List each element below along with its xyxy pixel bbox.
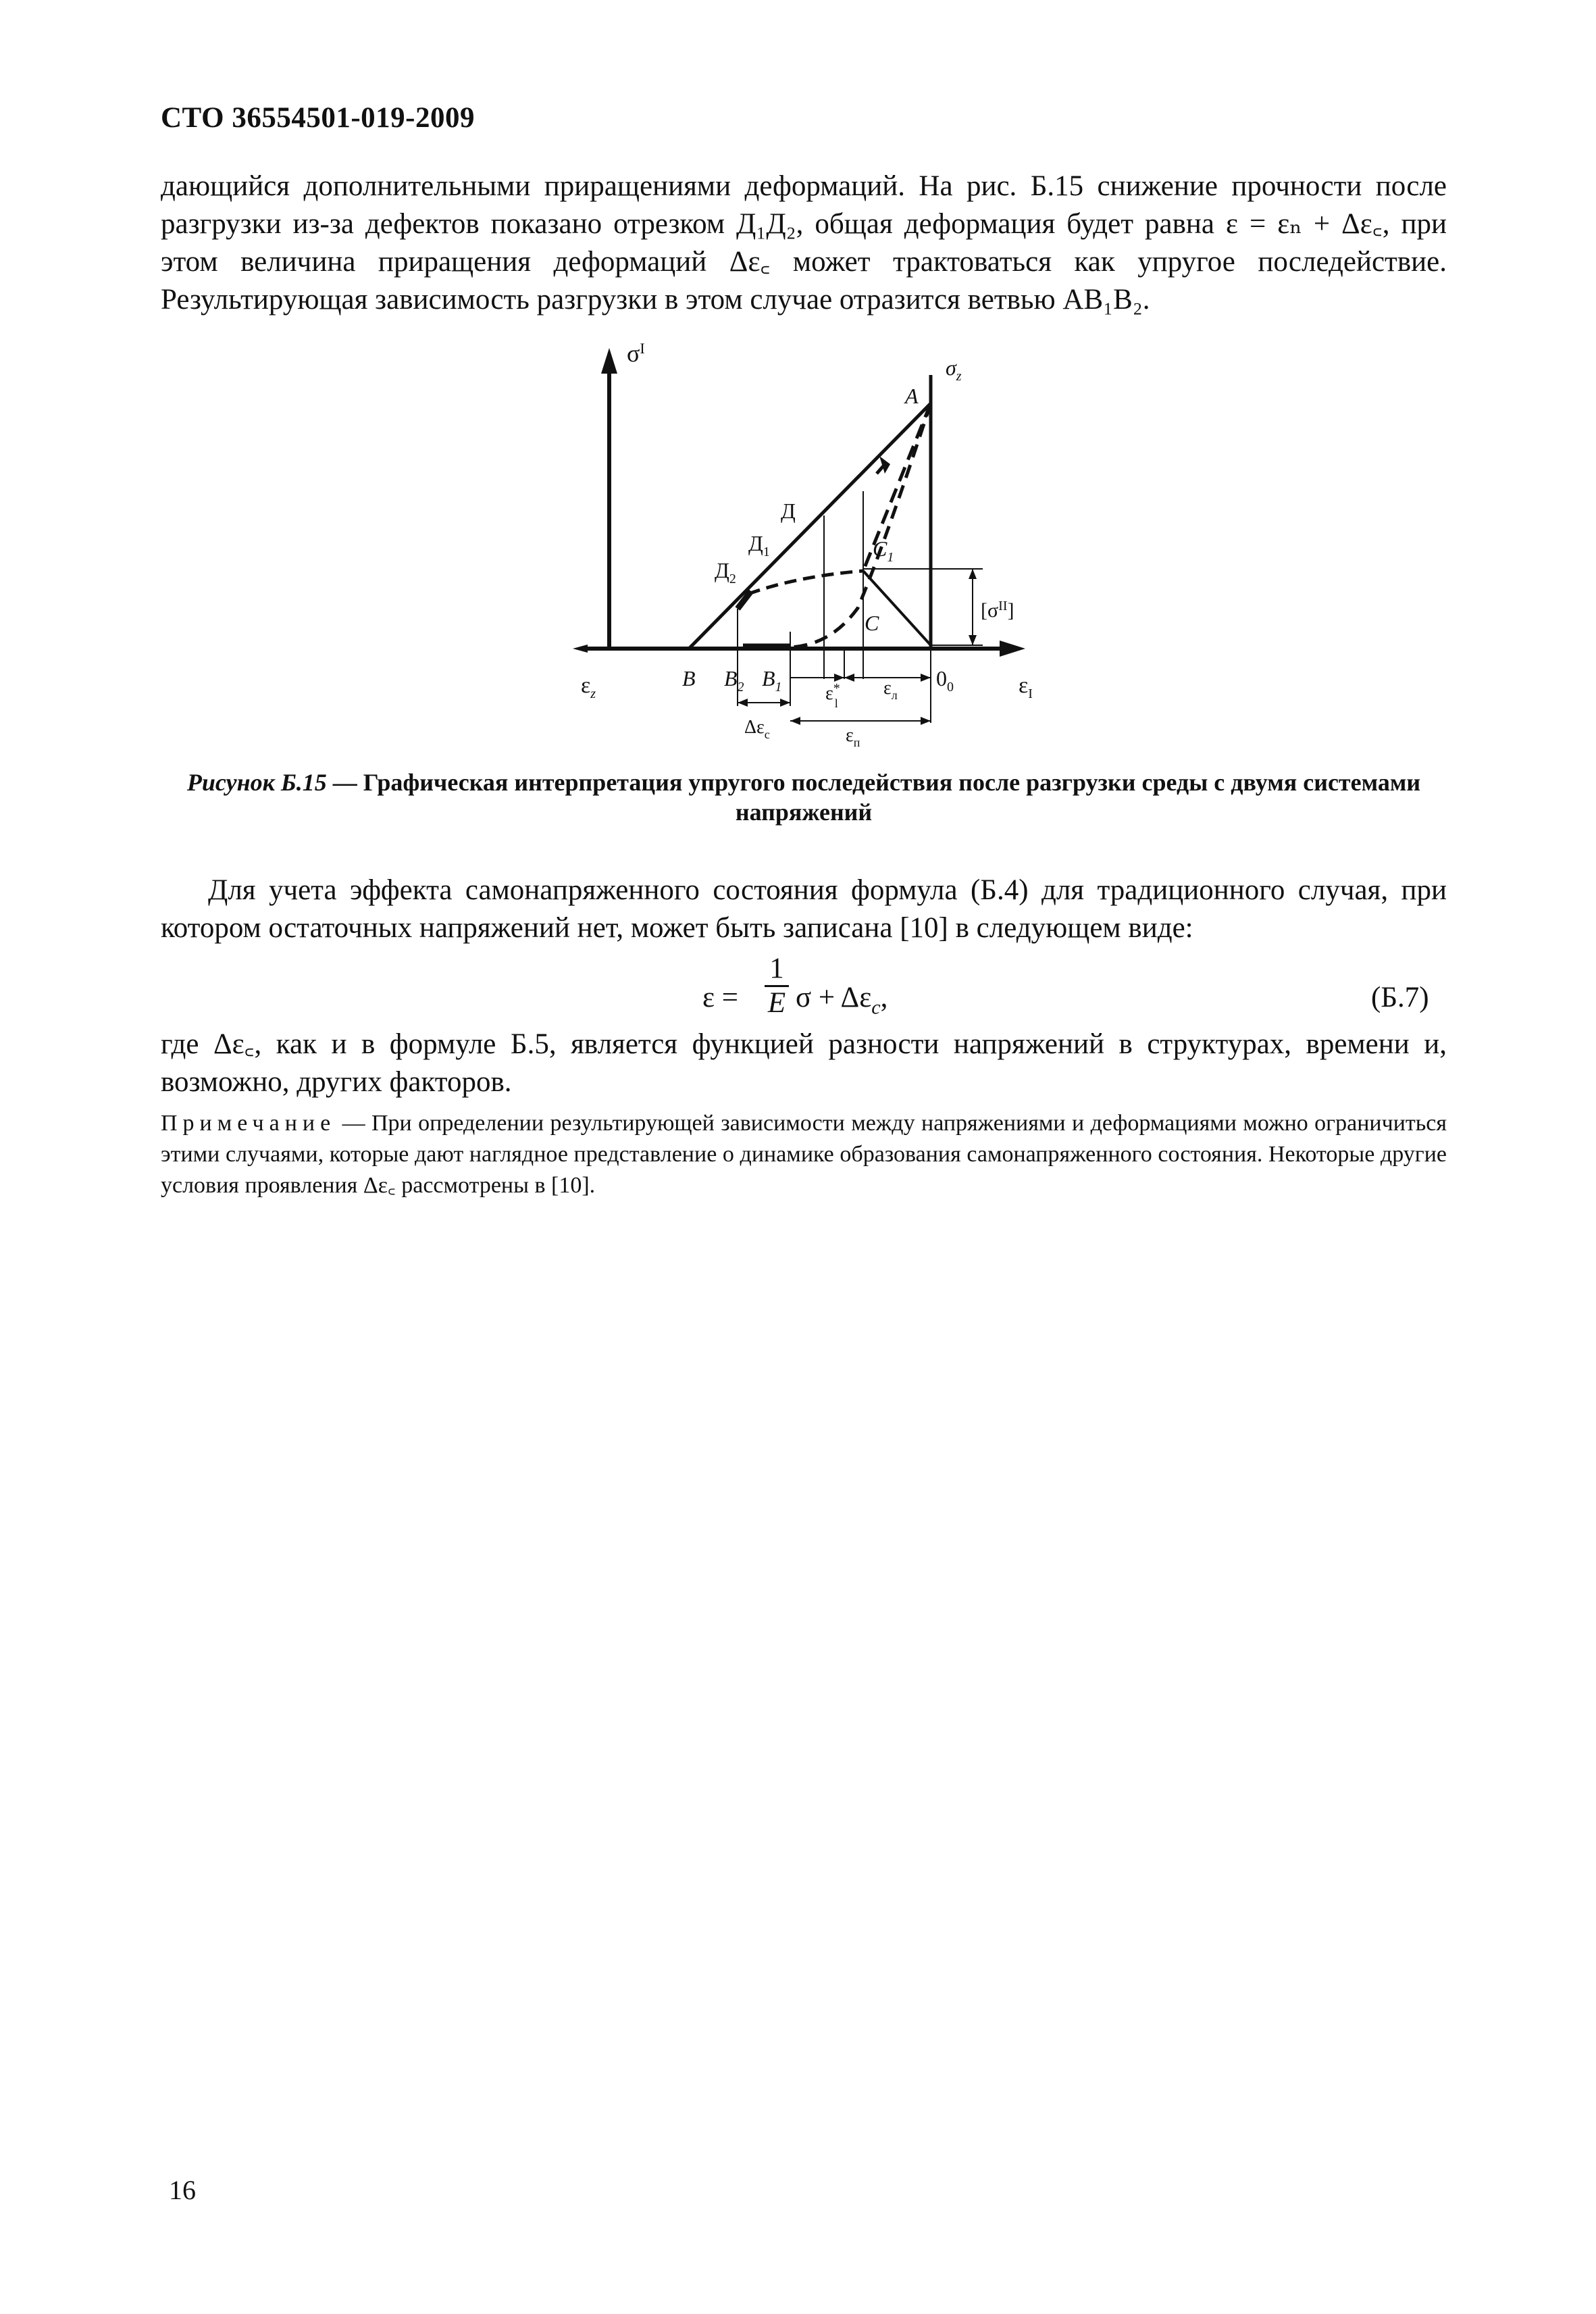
formula-rhs: $\sigma + \Delta\varepsilon_c$, [796,982,888,1019]
point-a-label: A [905,384,919,408]
point-b1-label: $B_1$ [762,666,782,695]
formula-b7 [702,953,932,1027]
sigma-ii-label: $[\sigma^{II}]$ [981,599,1014,622]
sigma-i-label: $\sigma^I$ [627,341,645,367]
document-code-header: СТО 36554501-019-2009 [161,102,475,134]
point-d1-label: $Д_1$ [748,531,770,559]
epsilon-p-label: $\varepsilon_п$ [846,725,860,749]
epsilon-l-label: $\varepsilon_л$ [883,678,898,702]
figure-caption-label: Рисунок Б.15 [186,769,327,796]
point-b2-label: $B_2$ [724,666,744,695]
epsilon-axis-left-arrow [573,645,588,653]
epsilon-z-label: $\varepsilon_z$ [581,673,596,701]
dashed-curve-d1-c1 [748,571,863,594]
figure-caption [161,768,1447,827]
point-c-label: C [865,611,879,635]
figure-b15-diagram [567,341,1054,760]
delta-epsilon-label: $\Delta\varepsilon_c$ [744,717,770,741]
epsilon-i-label: $\varepsilon_I$ [1019,673,1033,701]
formula-denominator: E [767,987,786,1019]
sigma-i-axis-arrow [601,348,617,374]
figure-caption-text: — Графическая интерпретация упругого последействия после разгрузки среды с двумя системами напряжений [326,769,1421,826]
paragraph-unloading-defects: дающийся дополнительными приращениями деформаций. На рис. Б.15 снижение прочности после разгрузки из-за дефектов показано отрезком Д₁Д₂, общая деформация будет равна ε = εₙ + Δε꜀, при этом величина приращения деформаций Δε꜀ может трактоваться как упругое последействие. Результирующая зависимость разгрузки в этом случае отразится ветвью АВ₁В₂. [161,170,1447,316]
epsilon-axis-right-arrow [1000,640,1025,657]
note-block [161,1108,1447,1201]
epsilon-star-label: ε* l [825,681,840,710]
point-o-label: $0_0$ [936,666,954,695]
note-text: — При определении результирующей зависимости между напряжениями и деформациями можно ограничиться этими случаями, которые дают наглядное представление о динамике образования самонапряженного состояния. Некоторые другие условия проявления Δε꜀ рассмотрены в [10]. [161,1111,1447,1198]
page-number: 16 [169,2175,196,2205]
point-c1-label: $C_1$ [873,536,894,565]
paragraph-self-stress-intro: Для учета эффекта самонапряженного состояния формула (Б.4) для традиционного случая, при котором остаточных напряжений нет, может быть записана [10] в следующем виде: [161,874,1447,944]
formula-lhs: ε = [702,982,739,1013]
point-d2-label: $Д_2$ [715,558,736,586]
sigma-z-label: $\sigma_z$ [946,355,962,384]
point-b-label: B [682,666,696,690]
loading-line-ba [689,403,931,649]
point-d-label: Д [781,499,796,523]
note-label: Примечание [161,1111,336,1136]
formula-number: (Б.7) [1371,982,1429,1013]
formula-numerator: 1 [769,953,784,984]
formula-fraction [763,953,790,1020]
paragraph-where-delta: где Δε꜀, как и в формуле Б.5, является функцией разности напряжений в структурах, времени и, возможно, других факторов. [161,1028,1447,1098]
